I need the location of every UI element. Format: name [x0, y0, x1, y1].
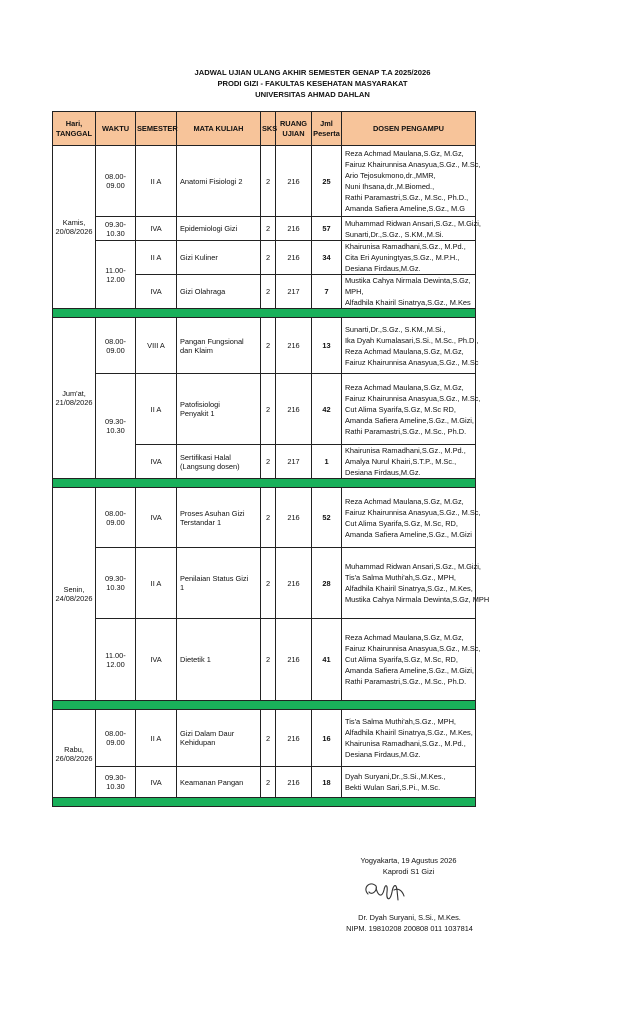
separator-bar [53, 701, 476, 710]
doc-subtitle-university: UNIVERSITAS AHMAD DAHLAN [255, 90, 370, 99]
separator-bar [53, 798, 476, 807]
participants-cell: 16 [312, 710, 342, 767]
text-line: Khairunisa Ramadhani,S.Gz., M.Pd., [345, 739, 466, 748]
lecturers-cell [342, 146, 481, 217]
text-line: Cita Eri Ayuningtyas,S.Gz., M.P.H., [345, 253, 460, 262]
sks-cell: 2 [261, 767, 276, 798]
text-line: 09.00 [106, 738, 125, 747]
schedule-row [53, 619, 476, 701]
room-cell: 216 [276, 710, 312, 767]
text-line: MPH, [345, 287, 364, 296]
text-line: Rathi Paramastri,S.Gz., M.Sc., Ph.D. [345, 677, 467, 686]
text-line: Rathi Paramastri,S.Gz., M.Sc., Ph.D., [345, 193, 469, 202]
schedule-row [53, 318, 476, 374]
lecturers-cell [342, 548, 490, 619]
text-line: Amalya Nurul Khairi,S.T.P., M.Sc., [345, 457, 457, 466]
sks-cell: 2 [261, 548, 276, 619]
schedule-row [53, 548, 476, 619]
room-cell: 216 [276, 374, 312, 445]
doc-subtitle-prodi: PRODI GIZI - FAKULTAS KESEHATAN MASYARAKAT [217, 79, 408, 88]
text-line: Alfadhila Khairil Sinatrya,S.Gz., M.Kes, [345, 584, 473, 593]
lecturers-cell [342, 275, 476, 309]
lecturers-cell [342, 710, 476, 767]
signature-name: Dr. Dyah Suryani, S.Si., M.Kes. [358, 913, 461, 922]
course-cell [177, 548, 261, 619]
text-line: 09.30- [105, 219, 126, 229]
doc-title: JADWAL UJIAN ULANG AKHIR SEMESTER GENAP T.A 2025/2026 [194, 68, 431, 77]
text-line: Ika Dyah Kumalasari,S.Si., M.Sc., Ph.D., [345, 335, 479, 345]
lecturers-cell [342, 445, 476, 479]
text-line: Amanda Safiera Ameline,S.Gz., M.Gizi [345, 529, 472, 539]
text-line: Gizi Dalam Daur [180, 729, 235, 738]
course-cell [177, 619, 261, 701]
lecturers-cell [342, 318, 479, 374]
sks-cell: 2 [261, 619, 276, 701]
time-cell [96, 548, 136, 619]
day-date-cell: Senin, 24/08/2026 [53, 488, 96, 701]
lecturers-cell [342, 374, 481, 445]
course-cell [177, 374, 261, 445]
text-line: 10.30 [106, 583, 125, 592]
room-cell: 217 [276, 275, 312, 309]
course-cell [177, 767, 261, 798]
text-line: Fairuz Khairunnisa Anasyua,S.Gz., M.Sc, [345, 507, 481, 517]
semester-cell: II A [136, 710, 177, 767]
text-line: Anatomi Fisiologi 2 [180, 176, 243, 186]
text-line: 11.00- [105, 650, 126, 660]
text-line: Dyah Suryani,Dr.,S.Si.,M.Kes., [345, 772, 446, 781]
semester-cell: IVA [136, 445, 177, 479]
text-line: Muhammad Ridwan Ansari,S.Gz., M.Gizi, [345, 562, 481, 571]
text-line: 09.00 [106, 345, 125, 355]
semester-cell: IVA [136, 767, 177, 798]
text-line: 09.00 [106, 517, 125, 527]
text-line: Reza Achmad Maulana,S.Gz, M.Gz, [345, 633, 464, 642]
text-line: Khairunisa Ramadhani,S.Gz., M.Pd., [345, 242, 466, 251]
signature-nipm: NIPM. 19810208 200808 011 1037814 [346, 924, 473, 933]
text-line: Sunarti,Dr.,S.Gz., S.KM.,M.Si., [345, 324, 446, 334]
text-line: Keamanan Pangan [180, 777, 244, 787]
text-line: Kehidupan [180, 738, 216, 747]
course-cell [177, 445, 261, 479]
text-line: Sunarti,Dr.,S.Gz., S.KM.,M.Si. [345, 229, 444, 239]
text-line: Gizi Kuliner [180, 253, 218, 262]
day-date-cell: Rabu, 26/08/2026 [53, 710, 96, 798]
text-line: Khairunisa Ramadhani,S.Gz., M.Pd., [345, 446, 466, 455]
text-line: 12.00 [106, 274, 125, 284]
participants-cell: 42 [312, 374, 342, 445]
text-line: Amanda Safiera Ameline,S.Gz., M.Gizi, [345, 415, 474, 425]
text-line: Fairuz Khairunnisa Anasyua,S.Gz., M.Sc, [345, 393, 481, 403]
schedule-row [53, 710, 476, 767]
participants-cell: 34 [312, 241, 342, 275]
text-line: 09.30- [105, 417, 126, 426]
time-cell [96, 619, 136, 701]
text-line: (Langsung dosen) [180, 461, 240, 471]
time-cell [96, 146, 136, 217]
course-cell [177, 318, 261, 374]
signature-role: Kaprodi S1 Gizi [382, 867, 435, 876]
text-line: 08.00- [105, 508, 126, 518]
participants-cell: 52 [312, 488, 342, 548]
text-line: Cut Alima Syarifa,S.Gz, M.Sc, RD, [345, 655, 458, 664]
text-line: 08.00- [105, 336, 126, 346]
lecturers-cell [342, 241, 476, 275]
time-cell [96, 767, 136, 798]
schedule-row [53, 374, 476, 445]
day-separator [53, 798, 476, 807]
text-line: Ario Tejosukmono,dr.,MMR, [345, 171, 436, 180]
text-line: Tis'a Salma Muthi'ah,S.Gz., MPH, [345, 573, 456, 582]
sks-cell: 2 [261, 488, 276, 548]
text-line: Reza Achmad Maulana,S.Gz, M.Gz, [345, 496, 464, 506]
semester-cell: IVA [136, 275, 177, 309]
sks-cell: 2 [261, 374, 276, 445]
room-cell: 216 [276, 217, 312, 241]
course-cell [177, 275, 261, 309]
text-line: Mustika Cahya Nirmala Dewinta,S.Gz, MPH [345, 595, 490, 604]
semester-cell: II A [136, 548, 177, 619]
schedule-row [53, 767, 476, 798]
col-header-jml: Jml Peserta [312, 112, 342, 146]
semester-cell: IVA [136, 488, 177, 548]
text-line: Mustika Cahya Nirmala Dewinta,S.Gz, [345, 276, 471, 285]
schedule-row [53, 488, 476, 548]
day-date-cell: Jum'at, 21/08/2026 [53, 318, 96, 479]
lecturers-cell [342, 217, 481, 241]
col-header-sks: SKS [261, 112, 276, 146]
participants-cell: 28 [312, 548, 342, 619]
text-line: Desiana Firdaus,M.Gz. [345, 750, 421, 759]
participants-cell: 41 [312, 619, 342, 701]
table-body [53, 146, 490, 807]
text-line: Cut Alima Syarifa,S.Gz, M.Sc RD, [345, 404, 456, 414]
text-line: 10.30 [106, 426, 125, 435]
text-line: Epidemiologi Gizi [180, 224, 238, 233]
semester-cell: II A [136, 374, 177, 445]
text-line: Patofisiologi [180, 400, 220, 409]
col-header-hari: Hari, TANGGAL [53, 112, 96, 146]
time-cell [96, 217, 136, 241]
text-line: Desiana Firdaus,M.Gz. [345, 264, 421, 273]
handwritten-signature [360, 876, 410, 906]
text-line: Proses Asuhan Gizi [180, 508, 245, 518]
text-line: 08.00- [105, 172, 126, 181]
course-cell [177, 217, 261, 241]
day-date-cell: Kamis, 20/08/2026 [53, 146, 96, 309]
room-cell: 217 [276, 445, 312, 479]
text-line: 09.30- [105, 574, 126, 583]
day-separator [53, 701, 476, 710]
course-cell [177, 488, 261, 548]
participants-cell: 13 [312, 318, 342, 374]
text-line: 12.00 [106, 659, 125, 669]
room-cell: 216 [276, 548, 312, 619]
text-line: Reza Achmad Maulana,S.Gz, M.Gz, [345, 346, 464, 356]
room-cell: 216 [276, 146, 312, 217]
text-line: Pangan Fungsional [180, 336, 244, 346]
text-line: 1 [180, 583, 185, 592]
course-cell [177, 710, 261, 767]
text-line: Muhammad Ridwan Ansari,S.Gz., M.Gizi, [345, 218, 481, 228]
lecturers-cell [342, 488, 481, 548]
participants-cell: 18 [312, 767, 342, 798]
schedule-row [53, 217, 476, 241]
separator-bar [53, 309, 476, 318]
time-cell [96, 710, 136, 767]
text-line: Desiana Firdaus,M.Gz. [345, 468, 421, 477]
participants-cell: 25 [312, 146, 342, 217]
room-cell: 216 [276, 488, 312, 548]
schedule-row [53, 146, 476, 217]
text-line: 10.30 [106, 228, 125, 238]
lecturers-cell [342, 767, 476, 798]
participants-cell: 57 [312, 217, 342, 241]
text-line: Dietetik 1 [180, 655, 211, 664]
text-line: 10.30 [106, 782, 125, 791]
text-line: Tis'a Salma Muthi'ah,S.Gz., MPH, [345, 717, 456, 726]
text-line: Cut Alima Syarifa,S.Gz, M.Sc, RD, [345, 518, 458, 528]
semester-cell: II A [136, 241, 177, 275]
col-header-semester: SEMESTER [136, 112, 177, 146]
semester-cell: IVA [136, 217, 177, 241]
text-line: 11.00- [105, 265, 126, 275]
day-separator [53, 309, 476, 318]
sks-cell: 2 [261, 710, 276, 767]
semester-cell: VIII A [136, 318, 177, 374]
time-cell [96, 488, 136, 548]
signature-place-date: Yogyakarta, 19 Agustus 2026 [360, 856, 457, 865]
text-line: 09.00 [106, 181, 125, 190]
participants-cell: 7 [312, 275, 342, 309]
text-line: Amanda Safiera Ameline,S.Gz., M.Gizi, [345, 666, 474, 675]
sks-cell: 2 [261, 217, 276, 241]
text-line: 08.00- [105, 729, 126, 738]
exam-schedule-table [52, 111, 490, 807]
text-line: Fairuz Khairunnisa Anasyua,S.Gz., M.Sc [345, 357, 479, 367]
table-header-row [53, 112, 476, 146]
text-line: dan Klaim [180, 345, 213, 355]
time-cell [96, 374, 136, 479]
participants-cell: 1 [312, 445, 342, 479]
time-cell [96, 318, 136, 374]
text-line: Alfadhila Khairil Sinatrya,S.Gz., M.Kes [345, 298, 471, 307]
text-line: Amanda Safiera Ameline,S.Gz., M.G [345, 204, 465, 213]
room-cell: 216 [276, 241, 312, 275]
text-line: Rathi Paramastri,S.Gz., M.Sc., Ph.D. [345, 426, 467, 436]
sks-cell: 2 [261, 318, 276, 374]
text-line: Alfadhila Khairil Sinatrya,S.Gz., M.Kes, [345, 728, 473, 737]
room-cell: 216 [276, 318, 312, 374]
sks-cell: 2 [261, 445, 276, 479]
course-cell [177, 241, 261, 275]
text-line: Fairuz Khairunnisa Anasyua,S.Gz., M.Sc, [345, 644, 481, 653]
text-line: Penyakit 1 [180, 409, 215, 418]
text-line: Bekti Wulan Sari,S.Pi., M.Sc. [345, 783, 441, 792]
text-line: Sertifikasi Halal [180, 452, 231, 462]
text-line: Penilaian Status Gizi [180, 574, 249, 583]
time-cell [96, 241, 136, 309]
separator-bar [53, 479, 476, 488]
text-line: Gizi Olahraga [180, 287, 226, 296]
sks-cell: 2 [261, 241, 276, 275]
room-cell: 216 [276, 767, 312, 798]
day-separator [53, 479, 476, 488]
col-header-waktu: WAKTU [96, 112, 136, 146]
text-line: Reza Achmad Maulana,S.Gz, M.Gz, [345, 149, 464, 158]
text-line: Fairuz Khairunnisa Anasyua,S.Gz., M.Sc, [345, 160, 481, 169]
text-line: Nuni Ihsana,dr.,M.Biomed., [345, 182, 435, 191]
text-line: 09.30- [105, 773, 126, 782]
course-cell [177, 146, 261, 217]
col-header-dosen: DOSEN PENGAMPU [342, 112, 476, 146]
sks-cell: 2 [261, 146, 276, 217]
semester-cell: IVA [136, 619, 177, 701]
room-cell: 216 [276, 619, 312, 701]
semester-cell: II A [136, 146, 177, 217]
col-header-mata-kuliah: MATA KULIAH [177, 112, 261, 146]
sks-cell: 2 [261, 275, 276, 309]
text-line: Reza Achmad Maulana,S.Gz, M.Gz, [345, 382, 464, 392]
lecturers-cell [342, 619, 481, 701]
col-header-ruang: RUANG UJIAN [276, 112, 312, 146]
schedule-row [53, 241, 476, 275]
text-line: Terstandar 1 [180, 517, 222, 527]
